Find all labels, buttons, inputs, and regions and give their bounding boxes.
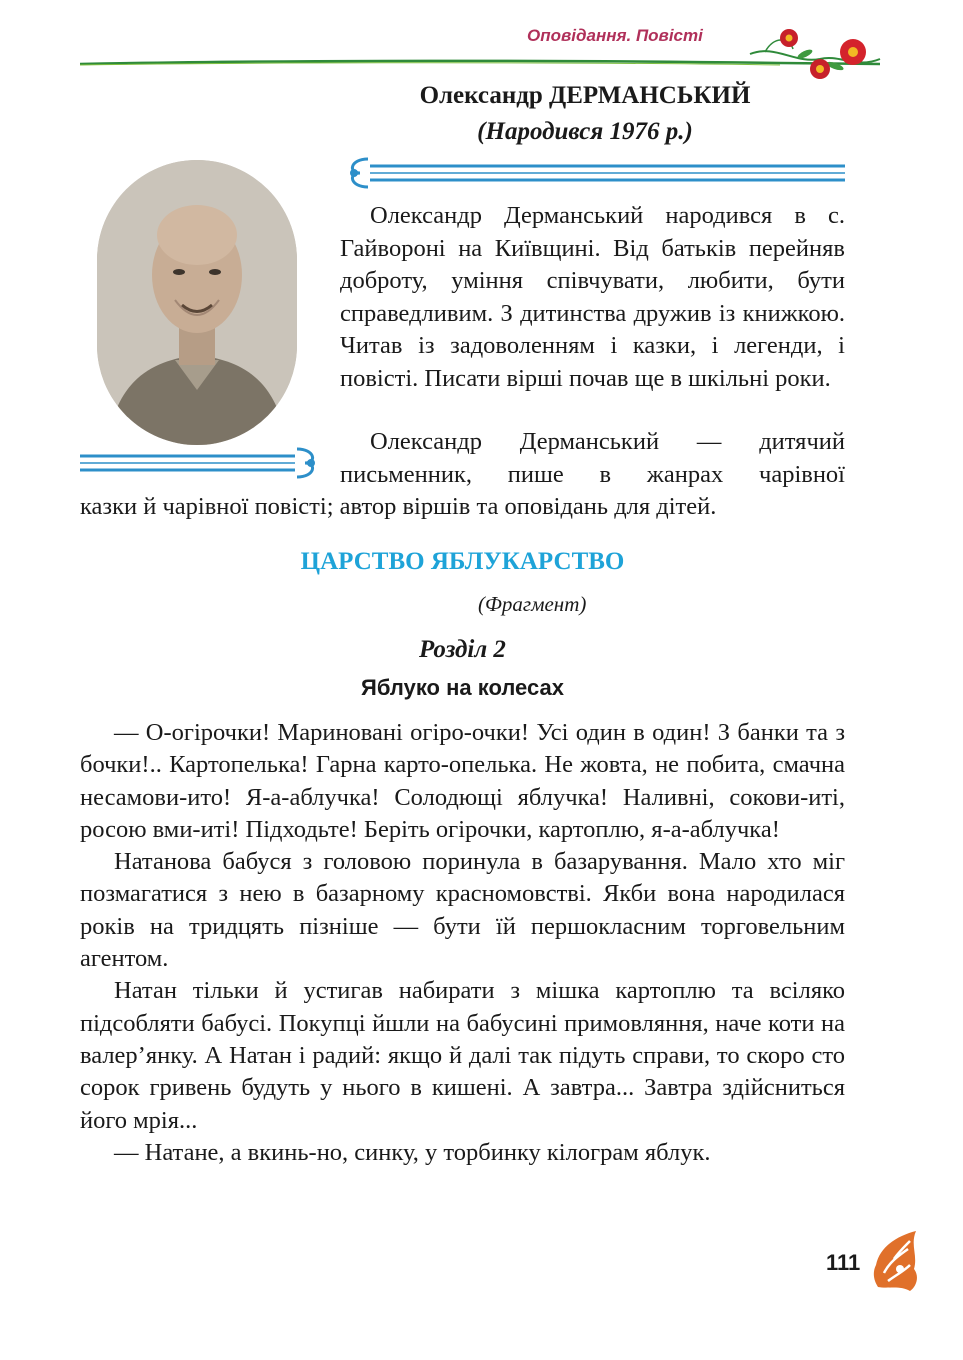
chapter-number: Розділ 2 xyxy=(419,636,506,663)
divider-ornament-icon xyxy=(340,155,845,191)
story-title: ЦАРСТВО ЯБЛУКАРСТВО xyxy=(300,548,625,575)
page-number: 111 xyxy=(826,1250,861,1275)
story-fragment-note: (Фрагмент) xyxy=(478,592,587,616)
chapter-title: Яблуко на колесах xyxy=(361,675,564,700)
story-paragraph: — Натане, а вкинь-но, синку, у торбинку кілограм яблук. xyxy=(114,1138,711,1166)
story-paragraph: — О-огірочки! Мариновані огіро-очки! Усі один в один! З банки та з бочки!.. Картопелька! Гарна карто-опелька. Не жовта, не побита, смачна несамови-ито! Я-а-аблучка! Солодющі яблучка! Наливні, сокови-иті, росою вми-иті! Підходьте! Беріть огірочки, картоплю, я-а-аблучка! xyxy=(80,719,845,843)
story-paragraph: Натан тільки й устигав набирати з мішка картоплю та всіляко підсобляти бабусі. Покупці йшли на бабусині примовляння, наче коти на валер’янку. А Натан і радий: якщо й далі так підуть справи, то скоро сто сорок гривень будуть у нього в кишені. А завтра... Завтра здійсниться його мрія... xyxy=(80,977,845,1134)
author-years: (Народився 1976 р.) xyxy=(477,118,693,145)
author-name: Олександр ДЕРМАНСЬКИЙ xyxy=(419,82,751,109)
corner-ornament-icon xyxy=(870,1225,922,1295)
author-bio-paragraph: Олександр Дерманський народився в с. Гайвороні на Київщині. Від батьків перейняв доброту, уміння співчувати, любити, бути справедливим. З дитинства дружив із книжкою. Читав із задоволенням і казки, і легенди, і повісті. Писати вірші почав ще в шкільні роки. xyxy=(340,202,845,392)
author-bio-paragraph-start: Олександр Дерманський — дитячий письменник, пише в жанрах чарівної xyxy=(340,428,845,488)
author-portrait xyxy=(97,160,297,445)
running-title: Оповідання. Повісті xyxy=(527,26,703,45)
story-text xyxy=(80,717,845,1169)
author-bio-paragraph-end: казки й чарівної повісті; автор віршів та оповідань для дітей. xyxy=(80,493,717,520)
author-photo-icon xyxy=(97,160,297,445)
story-paragraph: Натанова бабуся з головою поринула в базарування. Мало хто міг позмагатися з нею в базарному красномовстві. Якби вона народилася років на тридцять пізніше — бути їй першокласним торговельним агентом. xyxy=(80,848,845,973)
divider-ornament-icon xyxy=(80,445,325,481)
